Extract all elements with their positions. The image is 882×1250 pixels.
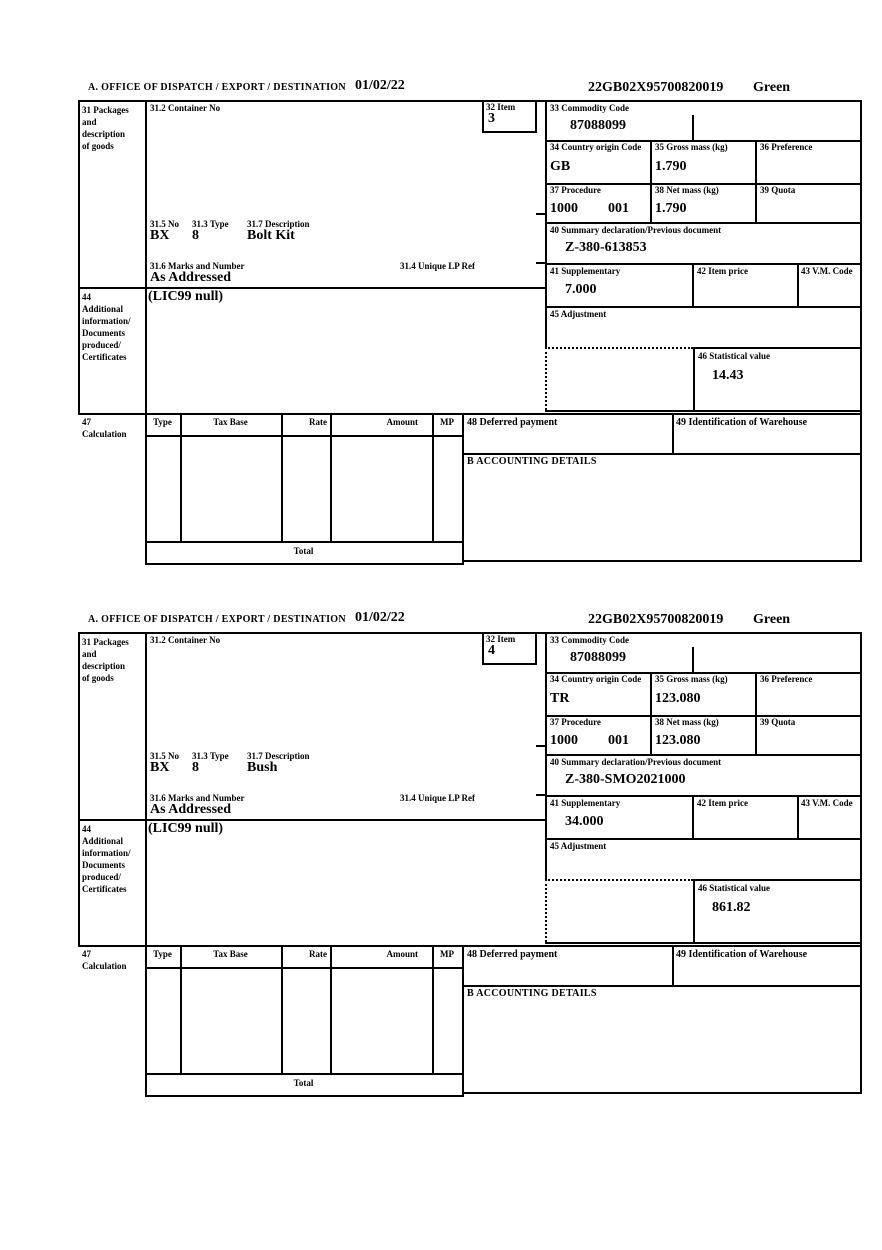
marks-value: As Addressed	[150, 802, 232, 817]
adjustment-label: 45 Adjustment	[550, 841, 607, 851]
calc-col-type: Type	[153, 949, 172, 959]
statistical-value-label: 46 Statistical value	[698, 351, 770, 361]
supplementary-value: 34.000	[565, 814, 604, 829]
line	[145, 632, 147, 1097]
unique-lp-ref-label: 31.4 Unique LP Ref	[400, 261, 476, 271]
line	[692, 263, 694, 306]
line	[180, 413, 182, 541]
line	[462, 985, 860, 987]
net-mass-label: 38 Net mass (kg)	[655, 717, 719, 727]
marks-label: 31.6 Marks and Number	[150, 793, 245, 803]
commodity-code-value: 87088099	[570, 650, 626, 665]
goods-description-value: Bolt Kit	[247, 228, 295, 243]
warehouse-id-label: 49 Identification of Warehouse	[676, 949, 808, 960]
routing-status: Green	[753, 80, 791, 95]
adjustment-label: 45 Adjustment	[550, 309, 607, 319]
line	[545, 795, 860, 797]
commodity-code-value: 87088099	[570, 118, 626, 133]
container-no-label: 31.2 Container No	[150, 103, 221, 113]
summary-declaration-label: 40 Summary declaration/Previous document	[550, 757, 722, 767]
marks-value: As Addressed	[150, 270, 232, 285]
line	[145, 1095, 464, 1097]
line	[462, 453, 860, 455]
acceptance-date: 01/02/22	[355, 610, 405, 625]
packages-no-label: 31.5 No	[150, 219, 179, 229]
box-44-label: 44 Additional information/ Documents produced/ Certificates	[82, 824, 131, 894]
line	[755, 140, 757, 222]
calc-col-amount: Amount	[386, 417, 418, 427]
vm-code-label: 43 V.M. Code	[801, 798, 853, 808]
line	[797, 263, 799, 306]
deferred-payment-label: 48 Deferred payment	[467, 417, 558, 428]
line	[281, 413, 283, 541]
calc-col-mp: MP	[440, 949, 454, 959]
dotted-line	[545, 347, 547, 410]
dotted-line	[545, 347, 693, 349]
additional-info-value: (LIC99 null)	[148, 289, 224, 304]
line	[692, 647, 694, 672]
line	[693, 347, 695, 410]
line	[78, 632, 80, 945]
additional-info-value: (LIC99 null)	[148, 821, 224, 836]
gross-mass-value: 123.080	[655, 691, 701, 706]
tick-mark	[536, 262, 545, 264]
supplementary-label: 41 Supplementary	[550, 798, 621, 808]
packages-no-label: 31.5 No	[150, 751, 179, 761]
box-47-label: 47 Calculation	[82, 949, 127, 971]
line	[693, 879, 860, 881]
line	[462, 560, 862, 562]
box-31-label: 31 Packages and description of goods	[82, 637, 129, 683]
packages-type-label: 31.3 Type	[192, 219, 229, 229]
line	[330, 413, 332, 541]
item-number: 3	[488, 111, 495, 126]
calc-col-rate: Rate	[309, 417, 327, 427]
statistical-value-label: 46 Statistical value	[698, 883, 770, 893]
packages-type-label: 31.3 Type	[192, 751, 229, 761]
supplementary-value: 7.000	[565, 282, 597, 297]
procedure-label: 37 Procedure	[550, 717, 601, 727]
line	[145, 967, 462, 969]
calc-total-label: Total	[293, 546, 314, 556]
procedure-extra-value: 001	[608, 733, 629, 748]
gross-mass-value: 1.790	[655, 159, 687, 174]
packages-type-value: 8	[192, 760, 199, 775]
item-number: 4	[488, 643, 495, 658]
declaration-reference: 22GB02X95700820019	[588, 80, 724, 95]
packages-no-value: BX	[150, 760, 170, 775]
tick-mark	[536, 213, 545, 215]
line	[281, 945, 283, 1073]
line	[145, 1073, 462, 1075]
line	[145, 541, 462, 543]
acceptance-date: 01/02/22	[355, 78, 405, 93]
line	[180, 945, 182, 1073]
line	[545, 942, 860, 944]
country-origin-label: 34 Country origin Code	[550, 142, 642, 152]
gross-mass-label: 35 Gross mass (kg)	[655, 142, 728, 152]
quota-label: 39 Quota	[760, 717, 796, 727]
line	[78, 100, 80, 413]
line	[78, 632, 862, 634]
line	[672, 413, 674, 453]
box-32-label: 32 Item	[486, 634, 516, 644]
unique-lp-ref-label: 31.4 Unique LP Ref	[400, 793, 476, 803]
line	[693, 879, 695, 942]
deferred-payment-label: 48 Deferred payment	[467, 949, 558, 960]
line	[145, 563, 464, 565]
calc-col-tax-base: Tax Base	[213, 417, 248, 427]
line	[650, 672, 652, 754]
container-no-label: 31.2 Container No	[150, 635, 221, 645]
warehouse-id-label: 49 Identification of Warehouse	[676, 417, 808, 428]
country-origin-label: 34 Country origin Code	[550, 674, 642, 684]
office-of-dispatch-title: A. OFFICE OF DISPATCH / EXPORT / DESTINATION	[88, 614, 346, 625]
item-price-label: 42 Item price	[697, 266, 748, 276]
calc-col-tax-base: Tax Base	[213, 949, 248, 959]
net-mass-value: 1.790	[655, 201, 687, 216]
line	[672, 945, 674, 985]
dotted-line	[545, 879, 693, 881]
item-section-1	[0, 80, 882, 575]
accounting-details-label: B ACCOUNTING DETAILS	[467, 988, 597, 999]
quota-label: 39 Quota	[760, 185, 796, 195]
statistical-value: 14.43	[712, 368, 744, 383]
routing-status: Green	[753, 612, 791, 627]
procedure-extra-value: 001	[608, 201, 629, 216]
calc-col-mp: MP	[440, 417, 454, 427]
gross-mass-label: 35 Gross mass (kg)	[655, 674, 728, 684]
commodity-code-label: 33 Commodity Code	[550, 103, 629, 113]
line	[462, 413, 464, 565]
box-31-label: 31 Packages and description of goods	[82, 105, 129, 151]
line	[145, 435, 462, 437]
vm-code-label: 43 V.M. Code	[801, 266, 853, 276]
box-47-label: 47 Calculation	[82, 417, 127, 439]
net-mass-value: 123.080	[655, 733, 701, 748]
line	[545, 222, 860, 224]
marks-label: 31.6 Marks and Number	[150, 261, 245, 271]
goods-description-value: Bush	[247, 760, 278, 775]
line	[462, 945, 464, 1097]
commodity-code-label: 33 Commodity Code	[550, 635, 629, 645]
previous-document-value: Z-380-SMO2021000	[565, 772, 686, 787]
line	[78, 945, 862, 947]
net-mass-label: 38 Net mass (kg)	[655, 185, 719, 195]
statistical-value: 861.82	[712, 900, 751, 915]
country-origin-value: GB	[550, 159, 571, 174]
line	[755, 672, 757, 754]
preference-label: 36 Preference	[760, 674, 813, 684]
line	[692, 115, 694, 140]
line	[145, 100, 147, 565]
line	[545, 263, 860, 265]
previous-document-value: Z-380-613853	[565, 240, 647, 255]
procedure-value: 1000	[550, 201, 578, 216]
line	[860, 100, 862, 562]
line	[78, 100, 862, 102]
box-32-label: 32 Item	[486, 102, 516, 112]
tick-mark	[536, 794, 545, 796]
line	[545, 306, 860, 308]
preference-label: 36 Preference	[760, 142, 813, 152]
tick-mark	[536, 745, 545, 747]
calc-total-label: Total	[293, 1078, 314, 1088]
item-price-label: 42 Item price	[697, 798, 748, 808]
line	[650, 140, 652, 222]
supplementary-label: 41 Supplementary	[550, 266, 621, 276]
line	[860, 632, 862, 1094]
packages-no-value: BX	[150, 228, 170, 243]
calc-col-type: Type	[153, 417, 172, 427]
procedure-value: 1000	[550, 733, 578, 748]
dotted-line	[545, 879, 547, 942]
line	[78, 413, 862, 415]
calc-col-amount: Amount	[386, 949, 418, 959]
line	[432, 945, 434, 1073]
line	[462, 1092, 862, 1094]
summary-declaration-label: 40 Summary declaration/Previous document	[550, 225, 722, 235]
item-section-2	[0, 612, 882, 1107]
description-label: 31.7 Description	[247, 219, 310, 229]
description-label: 31.7 Description	[247, 751, 310, 761]
box-44-label: 44 Additional information/ Documents produced/ Certificates	[82, 292, 131, 362]
line	[330, 945, 332, 1073]
packages-type-value: 8	[192, 228, 199, 243]
accounting-details-label: B ACCOUNTING DETAILS	[467, 456, 597, 467]
calc-col-rate: Rate	[309, 949, 327, 959]
line	[692, 795, 694, 838]
line	[797, 795, 799, 838]
procedure-label: 37 Procedure	[550, 185, 601, 195]
line	[545, 410, 860, 412]
declaration-reference: 22GB02X95700820019	[588, 612, 724, 627]
country-origin-value: TR	[550, 691, 570, 706]
line	[432, 413, 434, 541]
office-of-dispatch-title: A. OFFICE OF DISPATCH / EXPORT / DESTINATION	[88, 82, 346, 93]
line	[545, 838, 860, 840]
line	[545, 754, 860, 756]
line	[693, 347, 860, 349]
